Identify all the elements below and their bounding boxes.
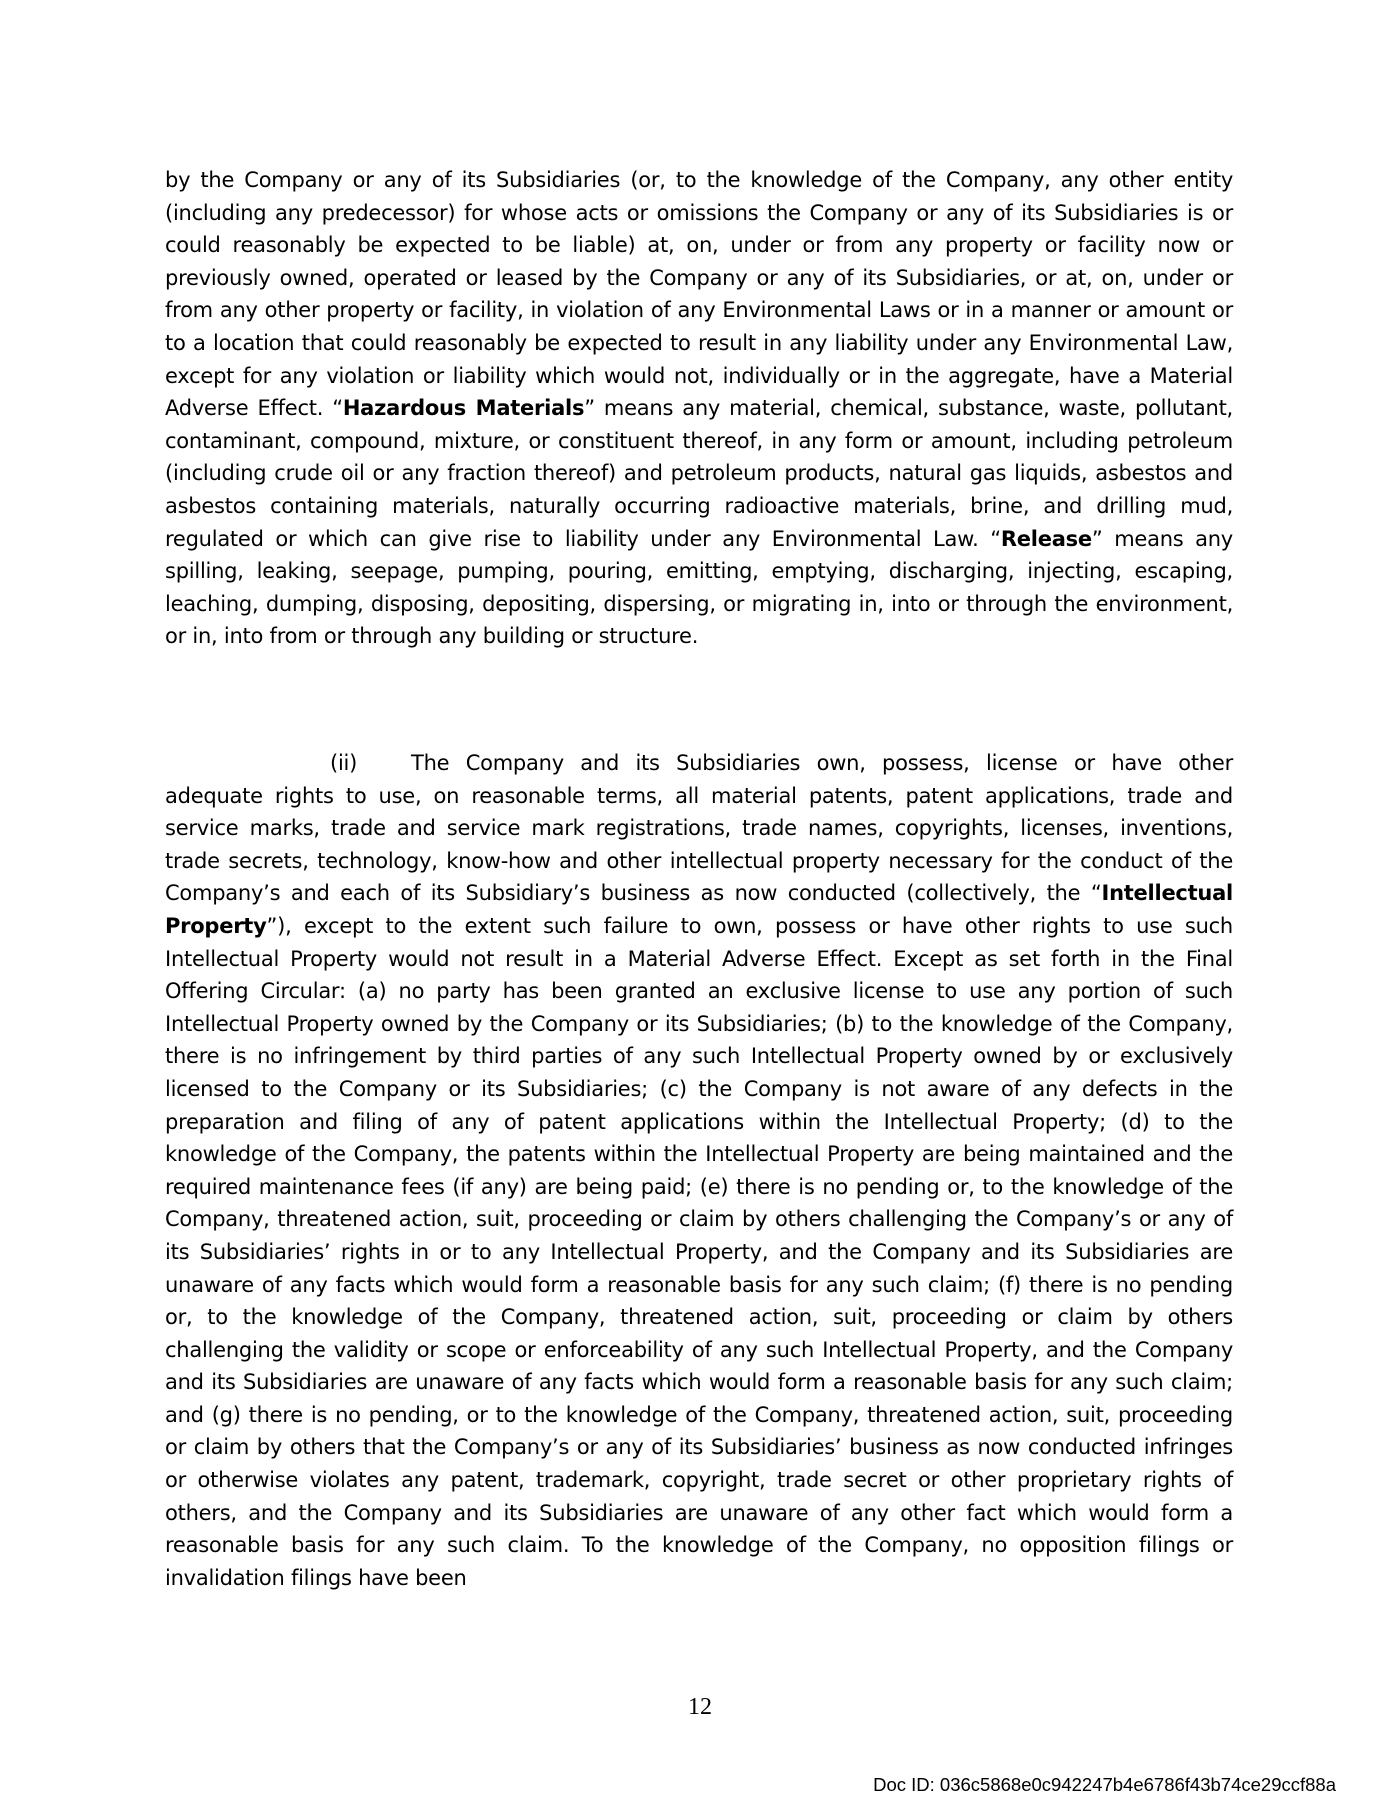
paragraph-text: by the Company or any of its Subsidiaries (or, to the knowledge of the Company, any other entity (including any predecessor) for whose acts or omissions the Company or any of its Subsidiaries is or could reasonably be expected to be liable) at, on, under or from any property or facility now or previously owned, operated or leased by the Company or any of its Subsidiaries, or at, on, under or from any other property or facility, in violation of any Environmental Laws or in a manner or amount or to a location that could reasonably be expected to result in any liability under any Environmental Law, except for any violation or liability which would not, individually or in the aggregate, have a Material Adverse Effect. “ bbox=[165, 168, 1233, 421]
paragraph-text: ” means any material, chemical, substance, waste, pollutant, contaminant, compound, mixture, or constituent thereof, in any form or amount, including petroleum (including crude oil or any fraction thereof) and petroleum products, natural gas liquids, asbestos and asbestos containing materials, naturally occurring radioactive materials, brine, and drilling mud, regulated or which can give rise to liability under any Environmental Law. “ bbox=[165, 396, 1233, 551]
defined-term-hazardous-materials: Hazardous Materials bbox=[342, 396, 585, 421]
paragraph-text: ”), except to the extent such failure to own, possess or have other rights to use such Intellectual Property would not result in a Material Adverse Effect. Except as set forth in the Final Offering Circular: (a) no party has been granted an exclusive license to use any portion of such Intellectual Property owned by the Company or its Subsidiaries; (b) to the knowledge of the Company, there is no infringement by third parties of any such Intellectual Property owned by or exclusively licensed to the Company or its Subsidiaries; (c) the Company is not aware of any defects in the preparation and filing of any of patent applications within the Intellectual Property; (d) to the knowledge of the Company, the patents within the Intellectual Property are being maintained and the required maintenance fees (if any) are being paid; (e) there is no pending or, to the knowledge of the Company, threatened action, suit, proceeding or claim by others challenging the Company’s or any of its Subsidiaries’ rights in or to any Intellectual Property, and the Company and its Subsidiaries are unaware of any facts which would form a reasonable basis for any such claim; (f) there is no pending or, to the knowledge of the Company, threatened action, suit, proceeding or claim by others challenging the validity or scope or enforceability of any such Intellectual Property, and the Company and its Subsidiaries are unaware of any facts which would form a reasonable basis for any such claim; and (g) there is no pending, or to the knowledge of the Company, threatened action, suit, proceeding or claim by others that the Company’s or any of its Subsidiaries’ business as now conducted infringes or otherwise violates any patent, trademark, copyright, trade secret or other proprietary rights of others, and the Company and its Subsidiaries are unaware of any other fact which would form a reasonable basis for any such claim. To the knowledge of the Company, no opposition filings or invalidation filings have been bbox=[165, 913, 1233, 1590]
paragraph-text: ” means any spilling, leaking, seepage, pumping, pouring, emitting, emptying, discharging, injecting, escaping, leaching, dumping, disposing, depositing, dispersing, or migrating in, into or through the environment, or in, into from or through any building or structure. bbox=[165, 526, 1233, 649]
paragraph-intellectual-property bbox=[165, 747, 1233, 1594]
defined-term-intellectual-property: Intellectual Property bbox=[165, 881, 1233, 938]
defined-term-release: Release bbox=[1000, 526, 1092, 551]
paragraph-text: The Company and its Subsidiaries own, possess, license or have other adequate rights to use, on reasonable terms, all material patents, patent applications, trade and service marks, trade and service mark registrations, trade names, copyrights, licenses, inventions, trade secrets, technology, know-how and other intellectual property necessary for the conduct of the Company’s and each of its Subsidiary’s business as now conducted (collectively, the “ bbox=[165, 751, 1233, 906]
paragraph-number: (ii) bbox=[330, 751, 358, 775]
doc-id: Doc ID: 036c5868e0c942247b4e6786f43b74ce29ccf88a bbox=[873, 1774, 1336, 1795]
page-number: 12 bbox=[688, 1694, 712, 1720]
paragraph-environmental bbox=[165, 164, 1233, 653]
